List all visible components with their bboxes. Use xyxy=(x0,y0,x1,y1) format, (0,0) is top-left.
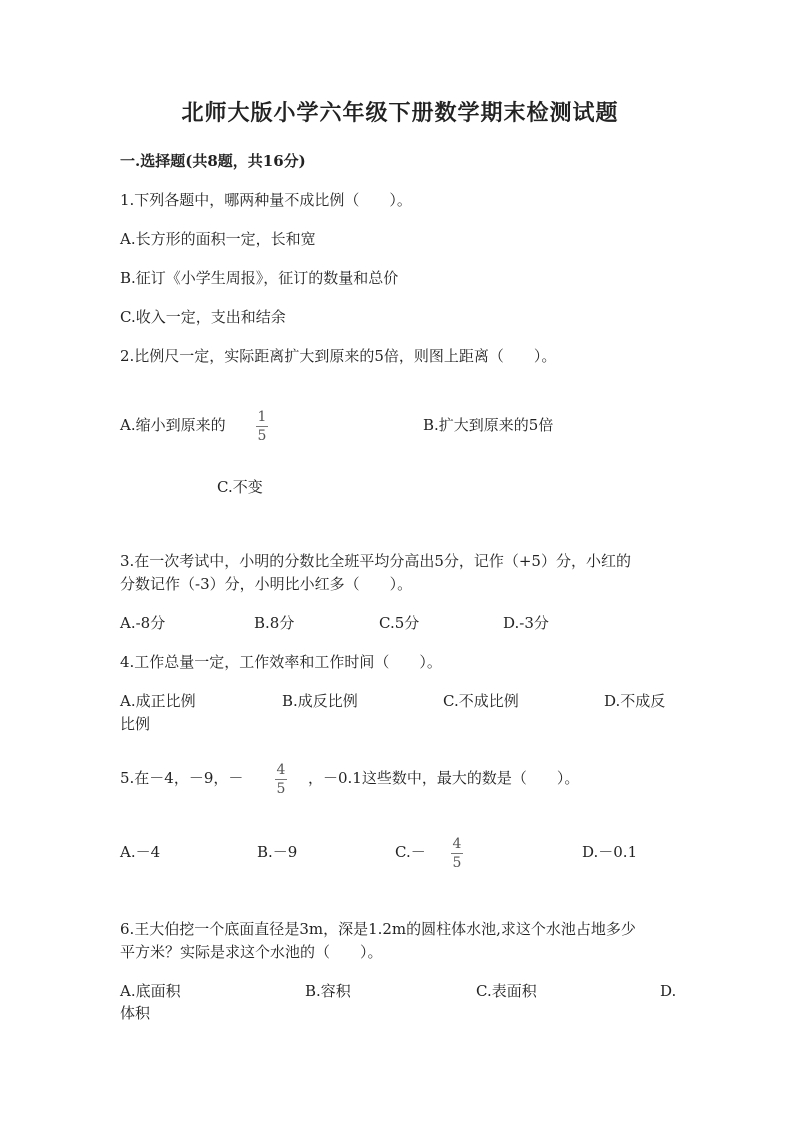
question-3-option-b: B.8分 xyxy=(254,614,295,632)
question-5-stem-part-2: ，－0.1这些数中，最大的数是（ ）。 xyxy=(308,769,580,787)
question-5-option-b: B.－9 xyxy=(257,843,298,861)
question-6-option-a: A.底面积 xyxy=(120,982,181,1000)
question-4-option-b: B.成反比例 xyxy=(282,692,358,710)
question-5-option-d: D.－0.1 xyxy=(582,843,638,861)
question-5-option-c-fraction xyxy=(451,836,463,871)
question-4-option-c: C.不成比例 xyxy=(443,692,519,710)
fraction-bar xyxy=(275,779,287,780)
question-2-option-c: C.不变 xyxy=(217,478,263,496)
question-5-stem-part-1: 5.在－4，－9，－ xyxy=(120,769,244,787)
fraction-bar xyxy=(451,853,463,854)
question-5-stem-fraction xyxy=(275,762,287,797)
fraction-numerator: 4 xyxy=(276,762,286,778)
question-6-option-d-wrap: 体积 xyxy=(120,1004,151,1022)
page-title: 北师大版小学六年级下册数学期末检测试题 xyxy=(181,100,619,126)
fraction-denominator: 5 xyxy=(276,781,286,797)
question-6-option-b: B.容积 xyxy=(305,982,351,1000)
question-6-option-d: D. xyxy=(660,982,677,1000)
question-5-option-c: C.－ xyxy=(395,843,426,861)
question-3-stem-line-1: 3.在一次考试中，小明的分数比全班平均分高出5分，记作（+5）分，小红的 xyxy=(120,552,631,570)
question-2-option-b: B.扩大到原来的5倍 xyxy=(423,416,554,434)
question-1-option-a: A.长方形的面积一定，长和宽 xyxy=(120,230,316,248)
question-4-option-d: D.不成反 xyxy=(604,692,666,710)
fraction-numerator: 1 xyxy=(257,409,267,425)
question-4-option-a: A.成正比例 xyxy=(120,692,196,710)
question-3-option-c: C.5分 xyxy=(379,614,420,632)
question-2-option-a: A.缩小到原来的 xyxy=(120,416,226,434)
fraction-numerator: 4 xyxy=(452,836,462,852)
question-2-stem: 2.比例尺一定，实际距离扩大到原来的5倍，则图上距离（ ）。 xyxy=(120,347,557,365)
question-6-option-c: C.表面积 xyxy=(476,982,537,1000)
question-3-stem-line-2: 分数记作（-3）分，小明比小红多（ ）。 xyxy=(120,575,413,593)
section-heading: 一.选择题(共8题，共16分) xyxy=(120,152,306,170)
question-6-stem-line-1: 6.王大伯挖一个底面直径是3m，深是1.2m的圆柱体水池,求这个水池占地多少 xyxy=(120,920,636,938)
question-5-option-a: A.－4 xyxy=(120,843,161,861)
fraction-denominator: 5 xyxy=(257,428,267,444)
fraction-denominator: 5 xyxy=(452,855,462,871)
question-4-stem: 4.工作总量一定，工作效率和工作时间（ ）。 xyxy=(120,653,442,671)
fraction-bar xyxy=(256,426,268,427)
question-1-option-c: C.收入一定，支出和结余 xyxy=(120,308,286,326)
question-4-option-d-wrap: 比例 xyxy=(120,715,151,733)
question-1-option-b: B.征订《小学生周报》，征订的数量和总价 xyxy=(120,269,399,287)
question-6-stem-line-2: 平方米？实际是求这个水池的（ ）。 xyxy=(120,943,383,961)
question-3-option-d: D.-3分 xyxy=(503,614,549,632)
question-2-option-a-fraction xyxy=(256,409,268,444)
question-1-stem: 1.下列各题中，哪两种量不成比例（ ）。 xyxy=(120,191,412,209)
question-3-option-a: A.-8分 xyxy=(120,614,166,632)
